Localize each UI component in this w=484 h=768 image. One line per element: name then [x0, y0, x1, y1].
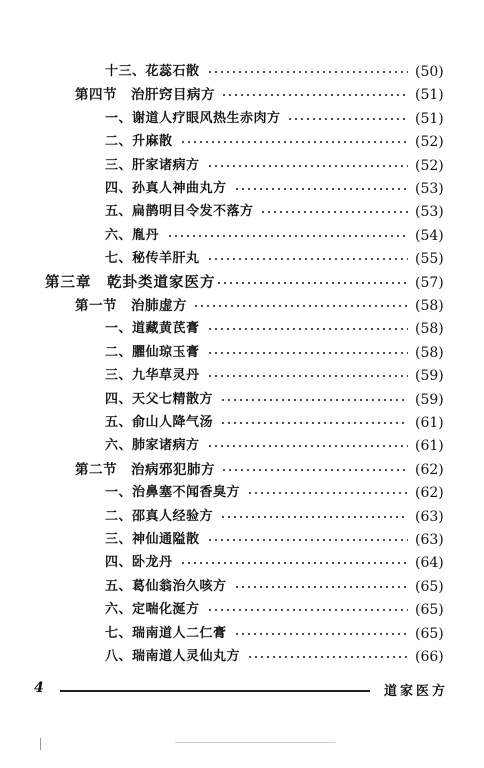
toc-entry-page: (52)	[415, 157, 444, 174]
scan-mark	[40, 738, 41, 750]
toc-entry-page: (61)	[415, 438, 444, 455]
toc-leader-dots	[180, 562, 408, 564]
toc-entry-title: 五、俞山人降气汤	[105, 415, 214, 430]
toc-entry-title: 二、臞仙琼玉膏	[105, 344, 200, 360]
toc-entry	[0, 412, 484, 434]
toc-entry-page: (51)	[415, 110, 444, 127]
toc-entry-page: (62)	[415, 485, 444, 502]
toc-entry-title: 三、神仙通隘散	[105, 532, 200, 547]
toc-entry-page: (51)	[415, 87, 444, 104]
toc-entry-title: 第一节 治肺虚方	[75, 298, 187, 314]
toc-entry-page: (52)	[415, 134, 444, 151]
toc-entry-title: 第二节 治病邪犯肺方	[75, 461, 215, 478]
toc-entry-page: (65)	[415, 578, 444, 595]
toc-entry	[0, 599, 484, 621]
toc-entry	[0, 365, 484, 387]
toc-entry-title: 五、扁鹊明目令发不落方	[105, 204, 254, 220]
running-title: 道家医方	[384, 684, 449, 699]
toc-entry-title: 五、葛仙翁治久咳方	[105, 578, 227, 594]
toc-leader-dots	[207, 375, 408, 377]
toc-leader-dots	[207, 445, 408, 447]
toc-leader-dots	[247, 656, 408, 658]
toc-entry-title: 四、卧龙丹	[105, 555, 173, 571]
toc-leader-dots	[207, 352, 408, 354]
toc-entry-page: (64)	[415, 555, 444, 572]
toc-leader-dots	[234, 633, 408, 635]
toc-entry-title: 六、肺家诸病方	[105, 438, 200, 454]
toc-entry-page: (65)	[415, 602, 444, 619]
toc-entry-title: 一、治鼻塞不闻香臭方	[105, 485, 241, 501]
toc-entry-page: (58)	[415, 344, 444, 361]
toc-entry-title: 六、胤丹	[105, 227, 160, 243]
toc-entry-title: 二、升麻散	[105, 134, 173, 150]
toc-entry-title: 三、肝家诸病方	[105, 157, 200, 173]
toc-leader-dots	[207, 328, 408, 330]
toc-entry	[0, 318, 484, 340]
toc-entry-page: (62)	[415, 461, 444, 478]
toc-leader-dots	[260, 211, 408, 213]
toc-entry-page: (53)	[415, 181, 444, 197]
toc-entry	[0, 178, 484, 200]
toc-entry	[0, 61, 484, 83]
toc-leader-dots	[287, 118, 408, 120]
toc-entry-page: (58)	[415, 298, 444, 314]
toc-leader-dots	[234, 586, 408, 588]
toc-entry-page: (63)	[415, 508, 444, 525]
toc-entry	[0, 435, 484, 457]
toc-entry-page: (55)	[415, 251, 444, 268]
toc-entry-page: (66)	[415, 649, 444, 665]
toc-leader-dots	[221, 94, 408, 96]
toc-entry-title: 一、谢道人疗眼风热生赤肉方	[105, 110, 281, 126]
toc-entry	[0, 529, 484, 551]
toc-entry	[0, 576, 484, 598]
toc-entry	[0, 459, 484, 481]
toc-entry	[0, 295, 484, 317]
toc-entry-page: (65)	[415, 625, 444, 642]
toc-entry-page: (57)	[415, 274, 444, 291]
toc-entry	[0, 201, 484, 223]
toc-entry	[0, 552, 484, 574]
toc-entry	[0, 225, 484, 247]
toc-entry-page: (61)	[415, 415, 444, 431]
toc-leader-dots	[167, 235, 408, 237]
toc-entry-title: 三、九华草灵丹	[105, 368, 200, 384]
scan-line	[175, 742, 335, 743]
toc-entry-title: 七、瑞南道人二仁膏	[105, 625, 227, 641]
toc-entry	[0, 506, 484, 528]
toc-leader-dots	[207, 539, 408, 541]
toc-leader-dots	[207, 165, 408, 167]
toc-entry	[0, 623, 484, 645]
toc-entry	[0, 272, 484, 294]
toc-entry-title: 四、天父七精散方	[105, 391, 214, 407]
toc-entry-page: (53)	[415, 204, 444, 221]
toc-entry-title: 八、瑞南道人灵仙丸方	[105, 649, 241, 664]
toc-entry	[0, 108, 484, 130]
toc-leader-dots	[180, 141, 408, 143]
toc-entry-page: (59)	[415, 368, 444, 385]
toc-entry-title: 七、秘传羊肝丸	[105, 251, 200, 267]
toc-entry-title: 十三、花蕊石散	[105, 64, 200, 79]
toc-entry	[0, 131, 484, 153]
toc-entry-page: (50)	[415, 64, 444, 80]
toc-entry-title: 四、孙真人神曲丸方	[105, 181, 227, 196]
toc-entry-title: 第四节 治肝窍目病方	[75, 87, 215, 104]
toc-leader-dots	[216, 282, 408, 284]
toc-leader-dots	[220, 399, 408, 401]
toc-leader-dots	[247, 492, 408, 494]
toc-entry-title: 一、道藏黄芪膏	[105, 321, 200, 337]
toc-entry-page: (63)	[415, 532, 444, 548]
toc-entry-title: 六、定喘化涎方	[105, 602, 200, 618]
toc-entry	[0, 84, 484, 106]
toc-entry-page: (58)	[415, 321, 444, 338]
toc-entry-title: 第三章 乾卦类道家医方	[45, 273, 216, 291]
toc-entry	[0, 248, 484, 270]
toc-entry	[0, 482, 484, 504]
toc-leader-dots	[193, 305, 408, 307]
toc-entry-page: (54)	[415, 227, 444, 244]
toc-leader-dots	[234, 188, 408, 190]
toc-leader-dots	[220, 516, 408, 518]
toc-leader-dots	[207, 71, 408, 73]
toc-leader-dots	[221, 469, 408, 471]
toc-entry	[0, 389, 484, 411]
footer-rule	[60, 690, 370, 692]
toc-entry-page: (59)	[415, 391, 444, 408]
toc-entry-title: 二、邵真人经验方	[105, 508, 214, 524]
toc-leader-dots	[207, 609, 408, 611]
page-number: 4	[34, 680, 44, 696]
toc-leader-dots	[207, 258, 408, 260]
toc-leader-dots	[220, 422, 408, 424]
toc-entry	[0, 155, 484, 177]
toc-entry	[0, 646, 484, 668]
toc-entry	[0, 342, 484, 364]
